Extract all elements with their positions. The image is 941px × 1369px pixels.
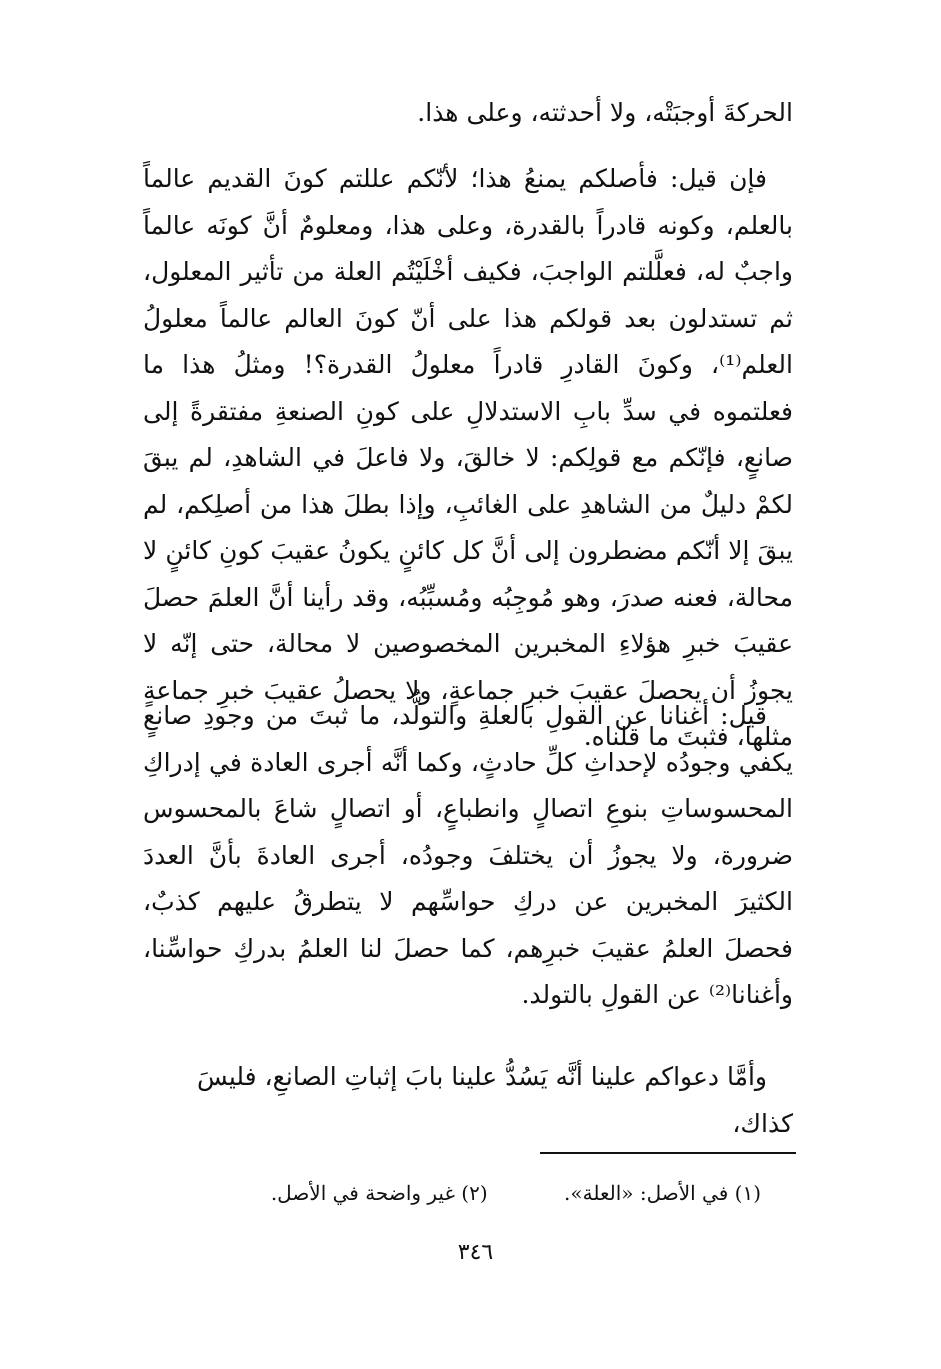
paragraph-2: فإن قيل: فأصلكم يمنعُ هذا؛ لأنّكم عللتم كونَ القديم عالماً بالعلم، وكونه قادراً بالقدرة، وعلى هذا، ومعلومٌ أنَّ كونَه عالماً واجبٌ له، فعلَّلتم الواجبَ، فكيف أخْلَيْتُم العلة من تأثير المعلول، ثم تستدلون بعد قولكم هذا على أنّ كونَ العالم عالماً معلولُ العلم⁽¹⁾، وكونَ القادرِ قادراً معلولُ القدرة؟! ومثلُ هذا ما فعلتموه في سدِّ بابِ الاستدلالِ على كونِ الصنعةِ مفتقرةً إلى صانعٍ، فإنّكم مع قولِكم: لا خالقَ، ولا فاعلَ في الشاهدِ، لم يبقَ لكمْ دليلٌ من الشاهدِ على الغائبِ، وإذا بطلَ هذا من أصلِكم، لم يبقَ إلا أنّكم مضطرون إلى أنَّ كل كائنٍ يكونُ عقيبَ كونِ كائنٍ لا محالة، فعنه صدرَ، وهو مُوجِبُه ومُسبِّبُه، وقد رأينا أنَّ العلمَ حصلَ عقيبَ خبرِ هؤلاءِ المخبرين المخصوصين لا محالة، حتى إنّه لا يجوزُ أن يحصلَ عقيبَ خبرِ جماعةٍ، ولا يحصلُ عقيبَ خبرِ جماعةٍ مثلها، فثبتَ ما قلناه. xyxy=(143,164,793,751)
footnote-2: (٢) غير واضحة في الأصل. xyxy=(270,1181,488,1205)
p1-block xyxy=(143,90,793,137)
paragraph-3: قيل: أغنانا عن القولِ بالعلةِ والتولُّد، ما ثبتَ من وجودِ صانعٍ يكفي وجودُه لإحداثِ كلِّ حادثٍ، وكما أنَّه أجرى العادة في إدراكِ المحسوساتِ بنوعِ اتصالٍ وانطباعٍ، أو اتصالٍ شاعَ بالمحسوس ضرورة، ولا يجوزُ أن يختلفَ وجودُه، أجرى العادةَ بأنَّ العددَ الكثيرَ المخبرين عن دركِ حواسِّهم لا يتطرقُ عليهم كذبٌ، فحصلَ العلمُ عقيبَ خبرِهم، كما حصلَ لنا العلمُ بدركِ حواسِّنا، وأغنانا⁽²⁾ عن القولِ بالتولد. xyxy=(143,701,793,1009)
p4-block xyxy=(143,1054,793,1147)
footnote-divider xyxy=(540,1152,796,1154)
footnote-1: (١) في الأصل: «العلة». xyxy=(564,1181,761,1205)
p3-block xyxy=(143,693,793,1019)
page-number: ٣٤٦ xyxy=(457,1240,494,1265)
paragraph-4: وأمَّا دعواكم علينا أنَّه يَسُدُّ علينا بابَ إثباتِ الصانعِ، فليسَ كذاك، xyxy=(196,1062,793,1138)
paragraph-1: الحركةَ أوجبَتْه، ولا أحدثته، وعلى هذا. xyxy=(417,98,793,127)
footnotes xyxy=(271,1178,761,1208)
p2-block xyxy=(143,156,793,761)
